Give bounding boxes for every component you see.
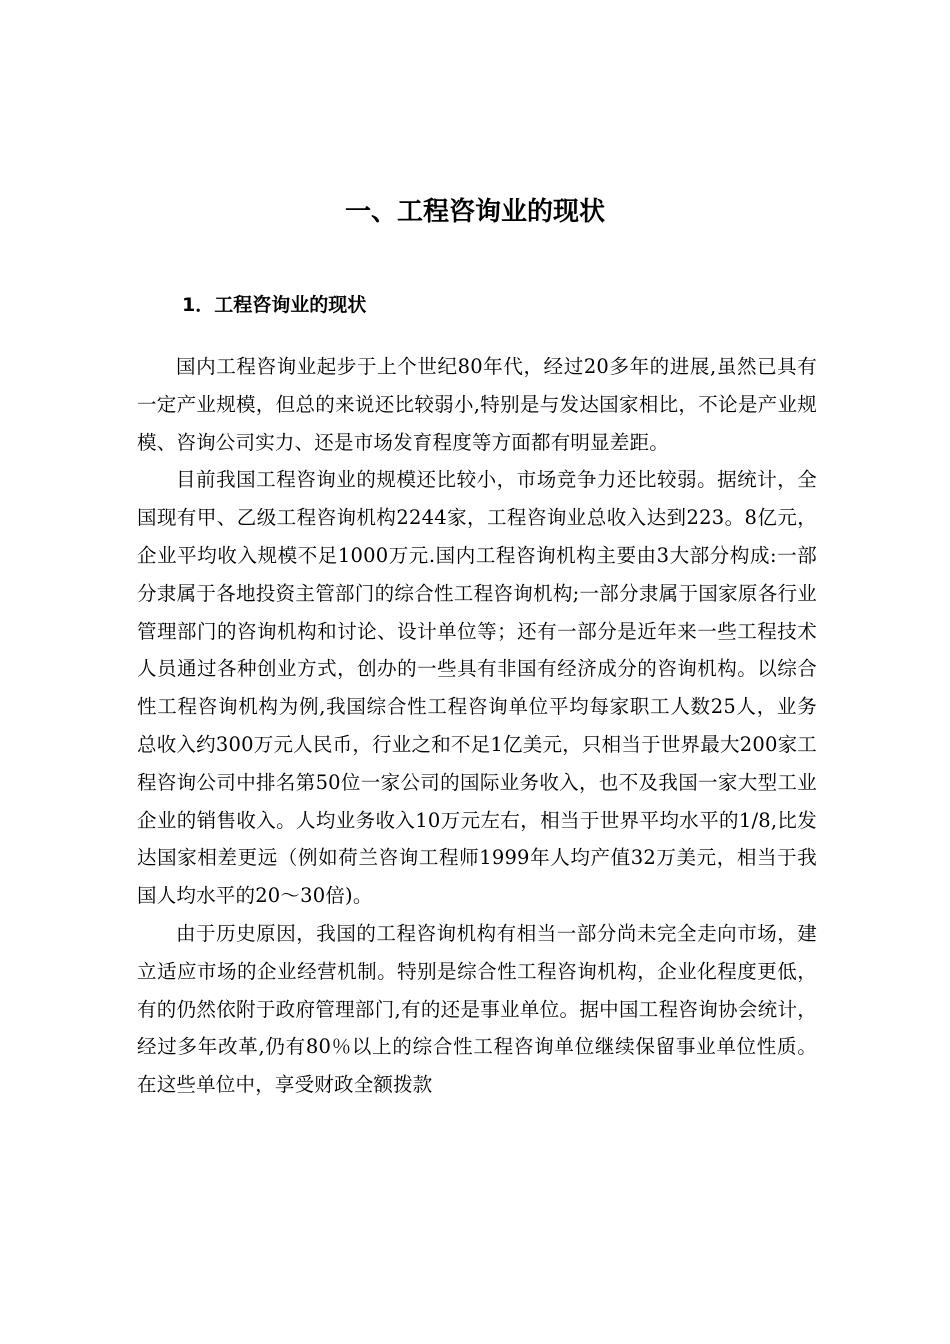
page-title: 一、工程咨询业的现状 [344,197,605,227]
paragraph-2: 目前我国工程咨询业的规模还比较小，市场竞争力还比较弱。据统计，全国现有甲、乙级工程咨询机构2244家，工程咨询业总收入达到223。8亿元，企业平均收入规模不足1000万元.国内工程咨询机构主要由3大部分构成:一部分隶属于各地投资主管部门的综合性工程咨询机构;一部分隶属于国家原各行业管理部门的咨询机构和讨论、设计单位等；还有一部分是近年来一些工程技术人员通过各种创业方式，创办的一些具有非国有经济成分的咨询机构。以综合性工程咨询机构为例,我国综合性工程咨询单位平均每家职工人数25人，业务总收入约300万元人民币，行业之和不足1亿美元，只相当于世界最大200家工程咨询公司中排名第50位一家公司的国际业务收入，也不及我国一家大型工业企业的销售收入。人均业务收入10万元左右，相当于世界平均水平的1/8,比发达国家相差更远（例如荷兰咨询工程师1999年人均产值32万美元，相当于我国人均水平的20～30倍)。 [137,468,817,908]
body-text [137,348,817,1104]
section-heading: 1．工程咨询业的现状 [182,294,367,316]
paragraph-3: 由于历史原因，我国的工程咨询机构有相当一部分尚未完全走向市场，建立适应市场的企业经营机制。特别是综合性工程咨询机构，企业化程度更低，有的仍然依附于政府管理部门,有的还是事业单位。据中国工程咨询协会统计，经过多年改革,仍有80％以上的综合性工程咨询单位继续保留事业单位性质。在这些单位中，享受财政全额拨款 [137,921,817,1097]
paragraph-1: 国内工程咨询业起步于上个世纪80年代，经过20多年的进展,虽然已具有一定产业规模，但总的来说还比较弱小,特别是与发达国家相比，不论是产业规模、咨询公司实力、还是市场发育程度等方面都有明显差距。 [137,355,817,454]
